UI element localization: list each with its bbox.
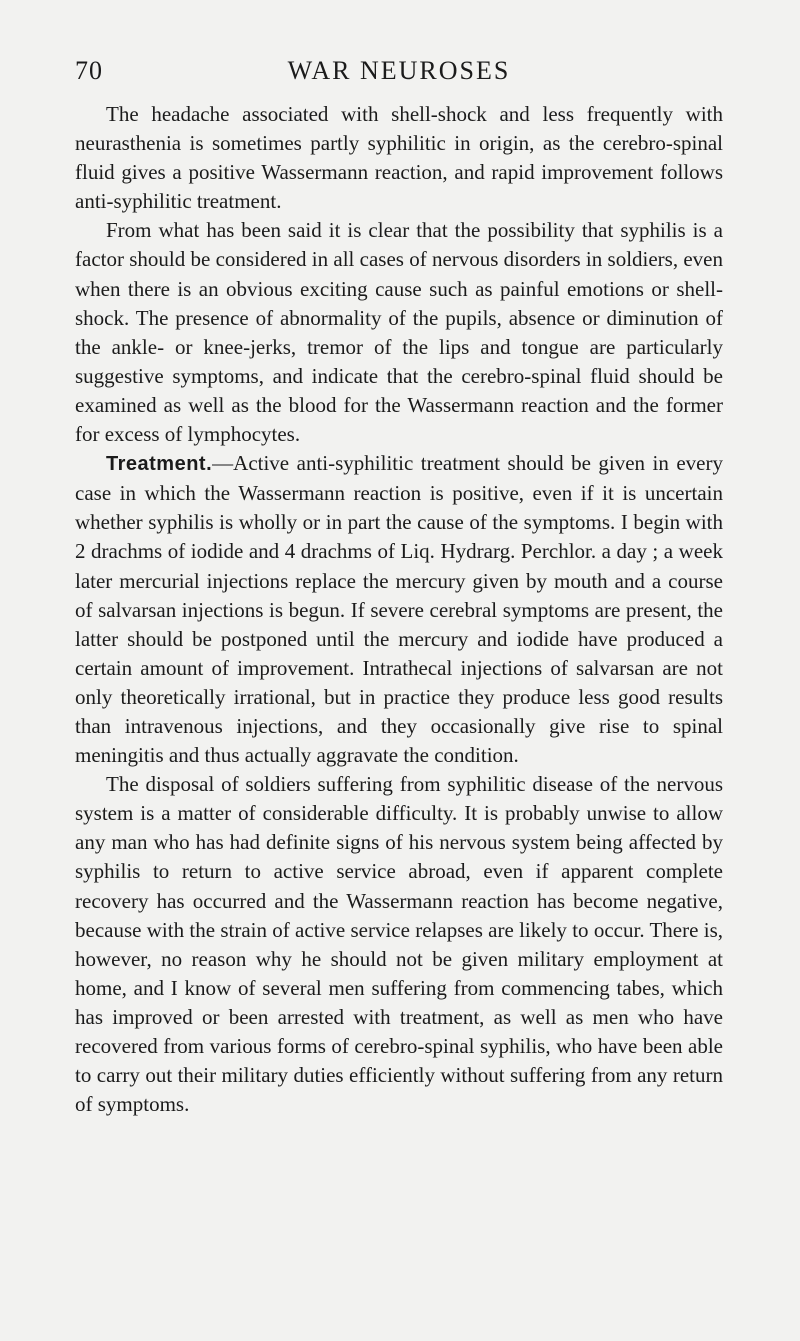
paragraph-text: The headache associated with shell-shock and less frequently with neurasthenia is sometimes partly syphilitic in origin, as the cerebro-spinal fluid gives a positive Wassermann reaction, and rapid improvement follows anti-syphilitic treatment. [75,102,723,214]
paragraph-treatment [75,449,723,770]
paragraph-text: From what has been said it is clear that the possibility that syphilis is a factor should be considered in all cases of nervous disorders in soldiers, even when there is an obvious exciting cause such as painful emotions or shell-shock. The presence of abnormality of the pupils, absence or diminution of the ankle- or knee-jerks, tremor of the lips and tongue are particularly suggestive symptoms, and indicate that the cerebro-spinal fluid should be examined as well as the blood for the Wassermann reaction and the former for excess of lymphocytes. [75,218,723,447]
page-number: 70 [75,56,103,85]
paragraph-text: The disposal of soldiers suffering from syphilitic disease of the nervous system is a matter of considerable difficulty. It is probably unwise to allow any man who has had definite signs of his nervous system being affected by syphilis to return to active service abroad, even if apparent complete recovery has occurred and the Wassermann reaction has become negative, because with the strain of active service relapses are likely to occur. There is, however, no reason why he should not be given military employment at home, and I know of several men suffering from commencing tabes, which has improved or been arrested with treatment, as well as men who have recovered from various forms of cerebro-spinal syphilis, who have been able to carry out their military duties efficiently without suffering from any return of symptoms. [75,772,723,1117]
section-heading-treatment: Treatment. [106,453,213,476]
paragraph-headache [75,100,723,216]
paragraph-text: —Active anti-syphilitic treatment should be given in every case in which the Wassermann reaction is positive, even if it is uncertain whether syphilis is wholly or in part the cause of the symptoms. I begin with 2 drachms of iodide and 4 drachms of Liq. Hydrarg. Perchlor. a day ; a week later mercurial injections replace the mercury given by mouth and a course of salvarsan injections is begun. If severe cerebral symptoms are present, the latter should be postponed until the mercury and iodide have produced a certain amount of improvement. Intrathecal injections of salvarsan are not only theoretically irrational, but in practice they produce less good results than intravenous injections, and they occasionally give rise to spinal meningitis and thus actually aggravate the condition. [75,451,723,768]
paragraph-disposal [75,770,723,1119]
paragraph-diagnosis [75,216,723,449]
running-title: WAR NEUROSES [287,56,511,85]
body-text [75,100,723,1119]
running-head [75,56,723,86]
